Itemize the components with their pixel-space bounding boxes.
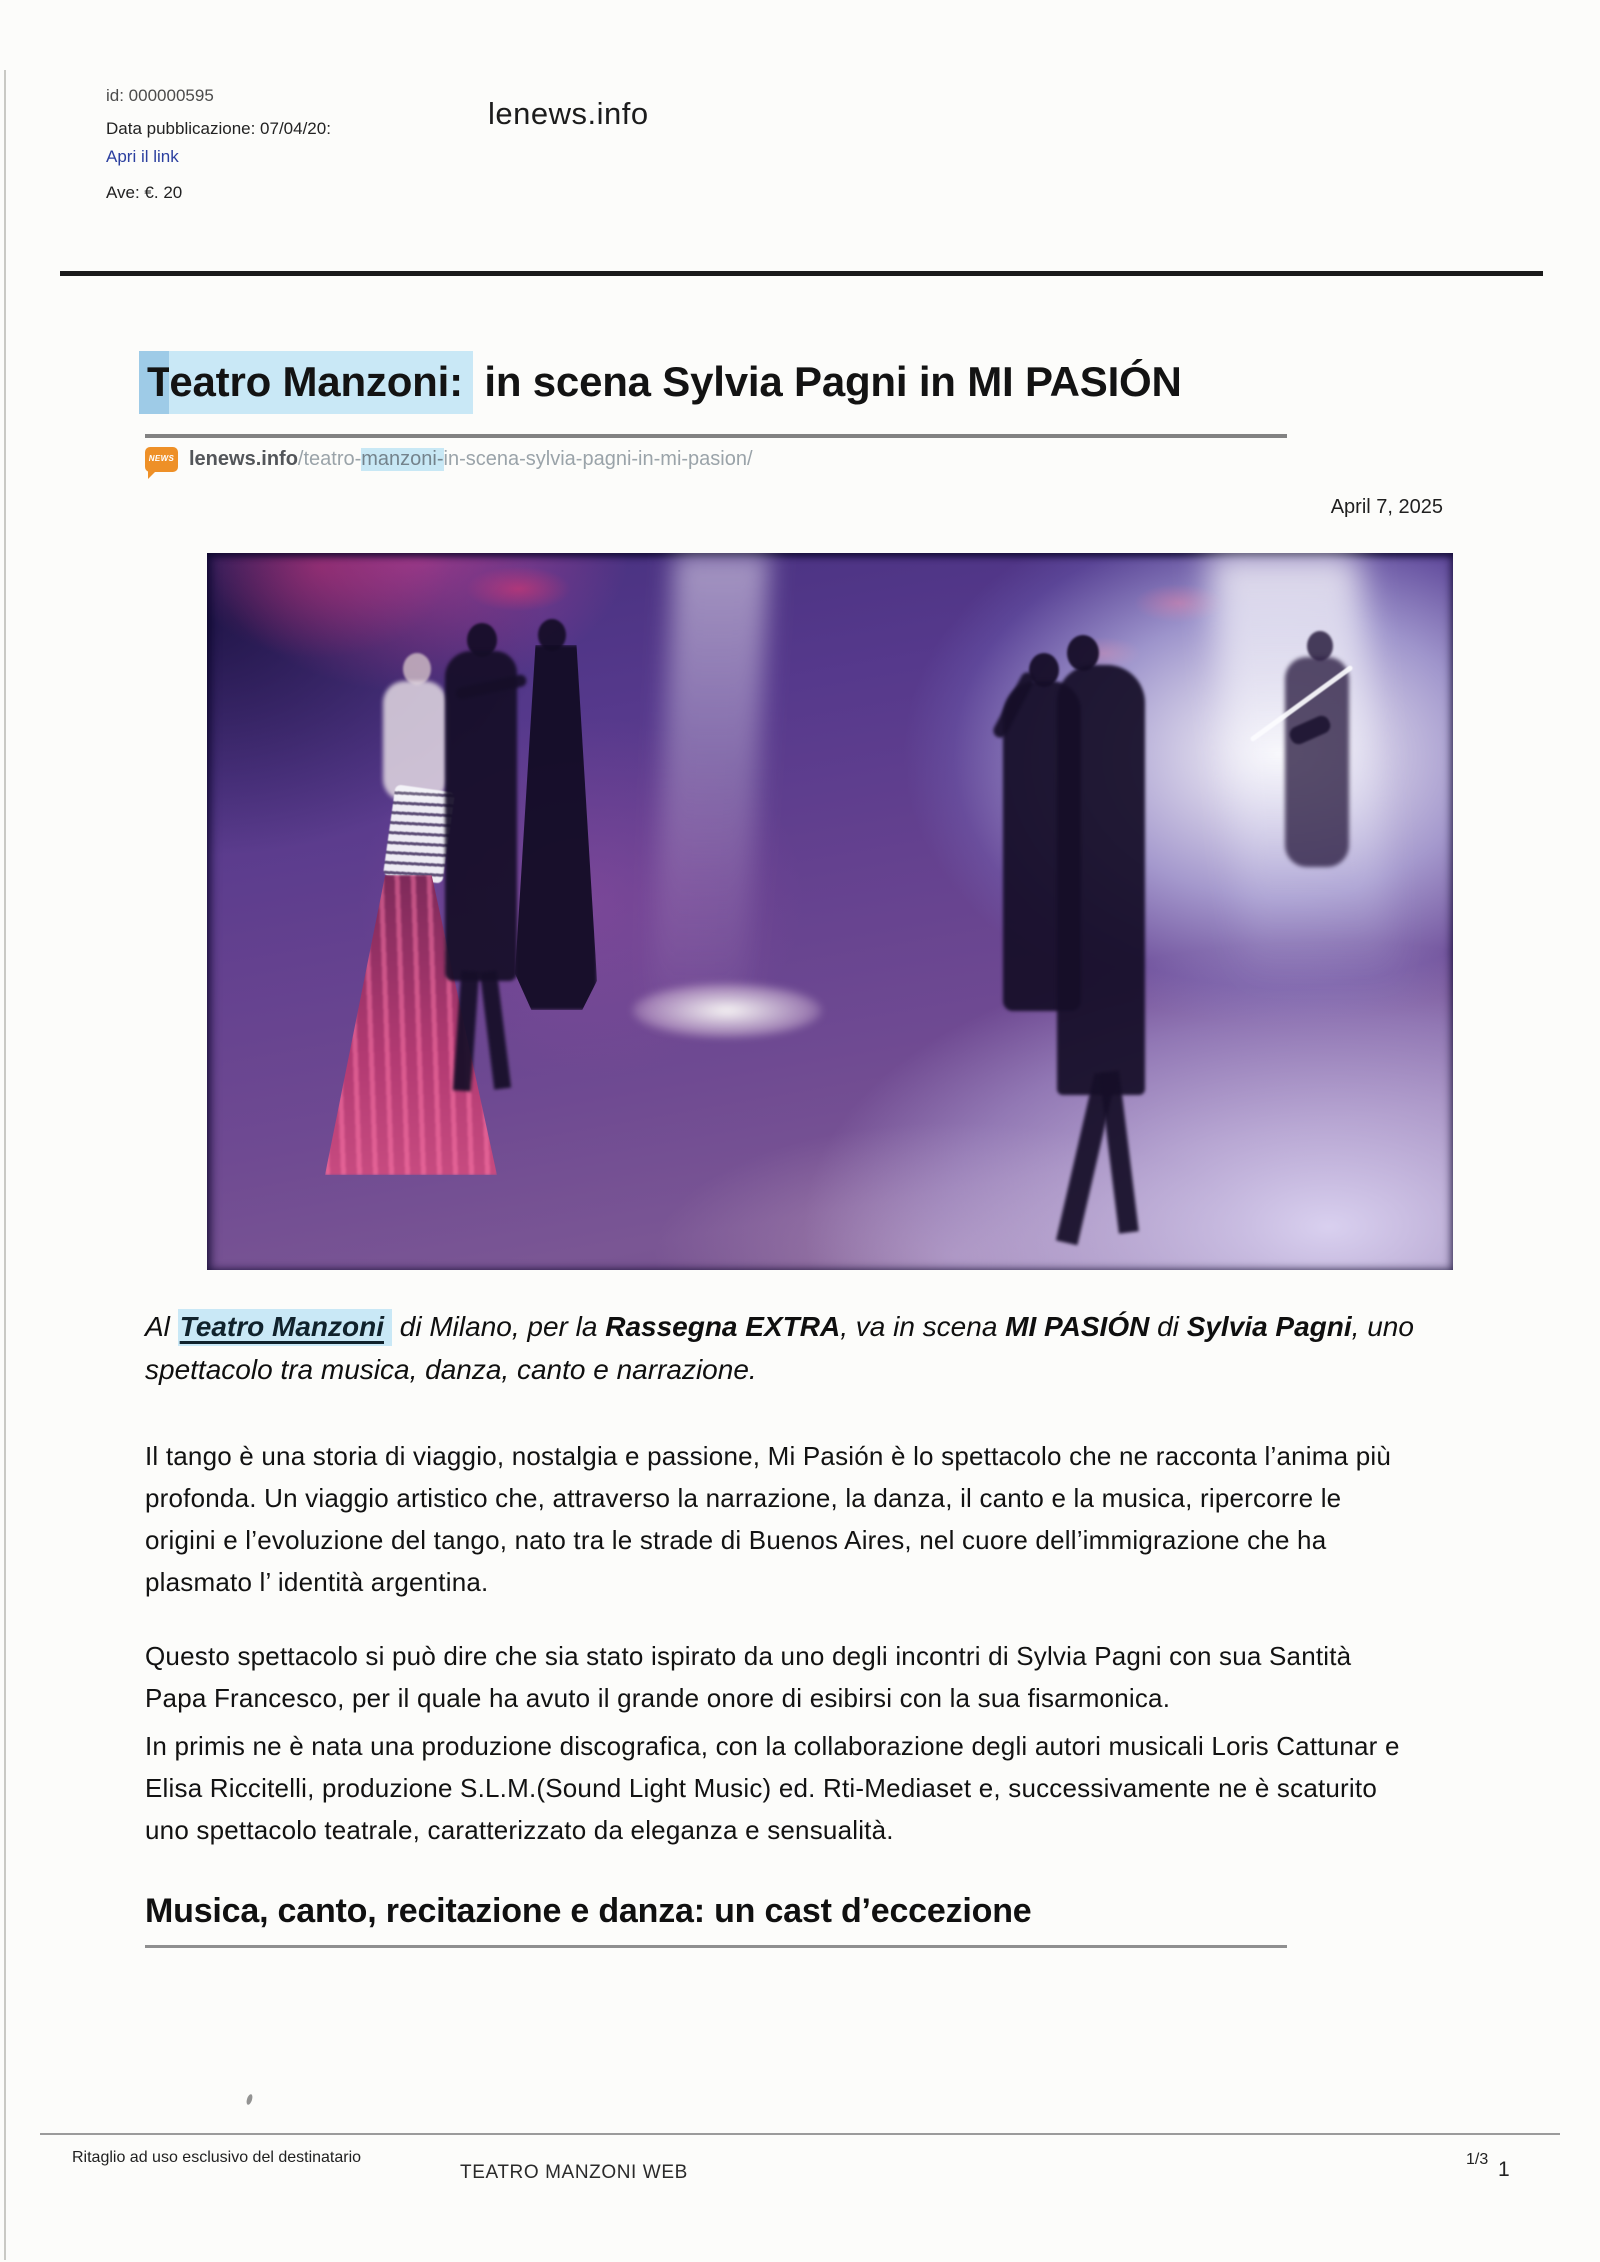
intro-text-segment: Al [145,1311,178,1342]
photo-accordionist-body [383,681,447,801]
photo-dancer-silhouette [453,971,479,1092]
body-paragraph: Questo spettacolo si può dire che sia stato ispirato da uno degli incontri di Sylvia Pagni con sua Santità Papa Francesco, per il quale ha avuto il grande onore di esibirsi con la sua fisarmonica. [145,1641,1352,1713]
body-paragraph: In primis ne è nata una produzione discografica, con la collaborazione degli autori musicali Loris Cattunar e Elisa Riccitelli, produzione S.L.M.(Sound Light Music) ed. Rti-Mediaset e, successivamente ne è scaturito uno spettacolo teatrale, caratterizzato da eleganza e sensualità. [145,1731,1400,1845]
photo-light-beam-center [649,553,769,1033]
body-paragraph: Il tango è una storia di viaggio, nostalgia e passione, Mi Pasión è lo spettacolo che ne racconta l’anima più profonda. Un viaggio artistico che, attraverso la narrazione, la danza, il canto e la musica, ripercorre le origini e l’evoluzione del tango, nato tra le strade di Buenos Aires, nel cuore dell’immigrazione che ha plasmato l’ identità argentina. [145,1441,1391,1597]
intro-text-segment: Rassegna EXTRA [605,1311,841,1342]
url-path-pre: /teatro- [297,448,362,470]
article-title [139,358,1182,406]
title-highlight: eatro Manzoni: [169,351,473,414]
intro-text-segment: , uno spettacolo tra musica, danza, canto e narrazione. [145,1311,1414,1385]
url-path-highlight: manzoni- [361,448,444,470]
intro-text-segment: Sylvia Pagni [1186,1311,1352,1342]
site-masthead: lenews.info [488,96,649,131]
teatro-manzoni-link[interactable]: Teatro Manzoni [178,1309,392,1346]
url-path-post: in-scena-sylvia-pagni-in-mi-pasion/ [443,448,753,470]
section-heading: Musica, canto, recitazione e danza: un cast d’eccezione [145,1892,1032,1930]
article-photo [207,553,1453,1270]
intro-text-segment: MI PASIÓN [1005,1311,1150,1342]
photo-floor-spotlight [632,983,822,1038]
open-link[interactable]: Apri il link [106,147,179,166]
article-body [145,1305,1415,1948]
page-fraction: 1/3 [1466,2151,1489,2168]
url-domain: lenews.info [189,448,298,470]
intro-text-segment: di [1149,1311,1187,1342]
section-divider [145,1945,1287,1948]
source-url-link[interactable] [145,447,753,472]
clipping-id: id: 000000595 [106,86,214,105]
title-highlight-initial: T [139,351,169,414]
photo-tango-couple [1057,665,1145,1095]
photo-dancer-silhouette [445,651,517,981]
top-divider [60,271,1543,276]
news-icon-label: NEWS [148,454,175,463]
intro-text-segment: , va in scena [840,1311,1006,1342]
photo-dancer-silhouette [480,970,511,1089]
intro-text-segment: di Milano, per la [392,1311,606,1342]
footer-divider [40,2133,1560,2135]
title-rest: in scena Sylvia Pagni in MI PASIÓN [472,358,1182,405]
publication-date: Data pubblicazione: 07/04/20: [106,119,331,138]
footer-client-name: TEATRO MANZONI WEB [460,2162,688,2183]
footer-disclaimer: Ritaglio ad uso esclusivo del destinatario [72,2149,362,2166]
article-date: April 7, 2025 [1330,496,1443,518]
photo-dancer-silhouette [515,645,597,1010]
scan-edge-line [4,70,6,2260]
title-divider [145,434,1287,438]
ave-value: Ave: €. 20 [106,183,183,202]
news-bubble-icon [145,447,178,472]
scan-artifact [245,2093,253,2105]
intro-paragraph [145,1305,1415,1391]
page-number: 1 [1498,2158,1510,2181]
